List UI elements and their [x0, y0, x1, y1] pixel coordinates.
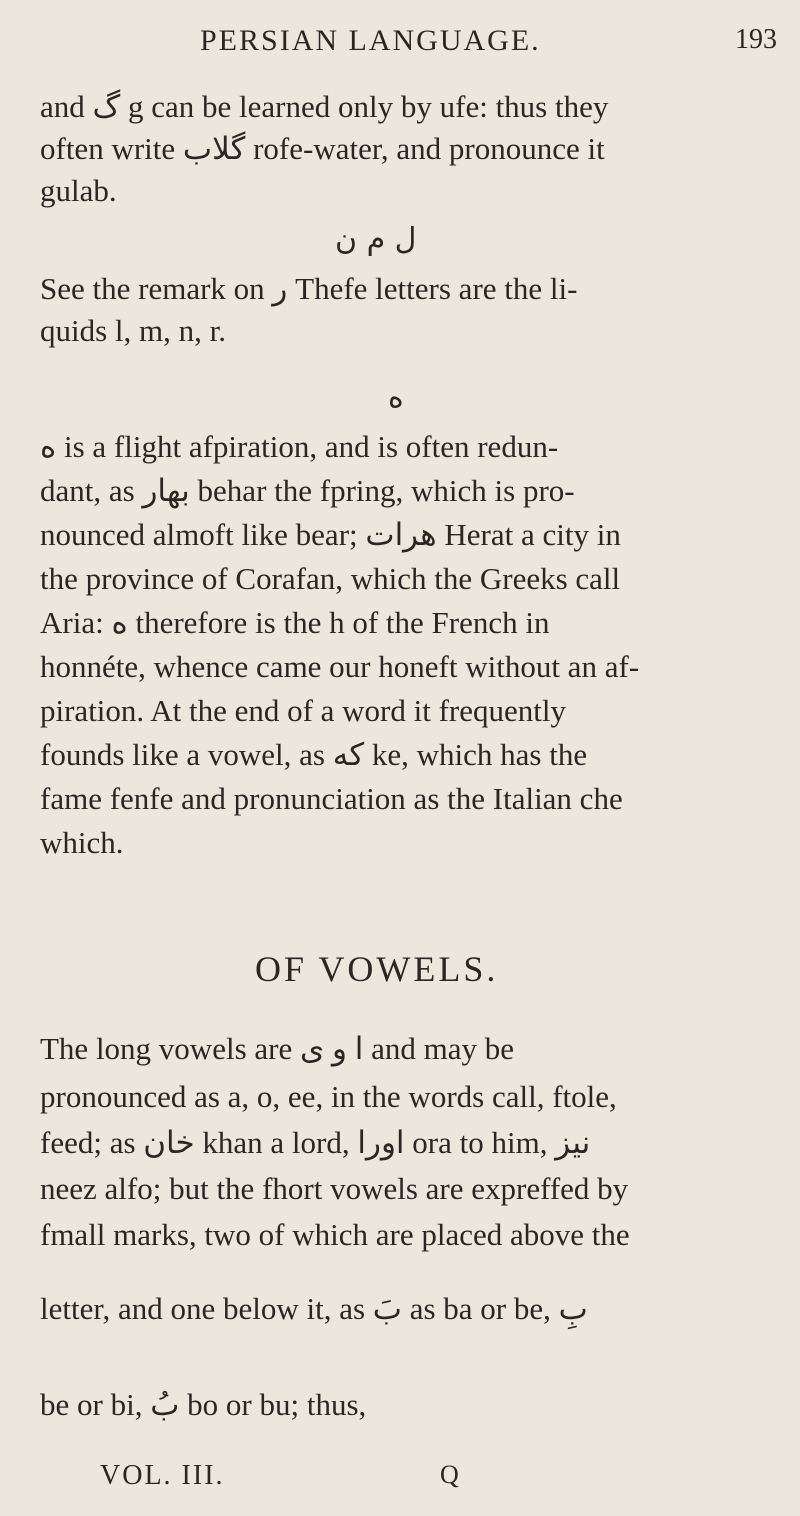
running-title: PERSIAN LANGUAGE. [200, 24, 541, 57]
text-line: which. [40, 825, 124, 860]
text-line: neez alfo; but the fhort vowels are expreffed by [40, 1171, 629, 1206]
text-line: quids l, m, n, r. [40, 313, 227, 348]
text-line: See the remark on ر Thefe letters are the li- [40, 271, 578, 306]
text-line: be or bi, بُ bo or bu; thus, [40, 1387, 367, 1422]
text-line: ه is a flight afpiration, and is often redun- [40, 429, 559, 464]
arabic-letter-he: ه [388, 380, 404, 415]
text-line: feed; as خان khan a lord, اورا ora to him, نيز [40, 1125, 591, 1160]
text-line: and گ g can be learned only by ufe: thus they [40, 89, 609, 124]
text-line: Aria: ه therefore is the h of the French in [40, 605, 550, 640]
running-header [0, 18, 800, 68]
arabic-letters-liquids: ل م ن [335, 222, 417, 257]
section-heading: OF VOWELS. [255, 949, 499, 989]
text-line: The long vowels are ا و ى and may be [40, 1031, 514, 1066]
text-line: honnéte, whence came our honeft without an af- [40, 649, 640, 684]
text-line: dant, as بهار behar the fpring, which is pro- [40, 473, 575, 508]
text-line: the province of Corafan, which the Greeks call [40, 561, 621, 596]
page-number: 193 [735, 24, 777, 55]
text-line: nounced almoft like bear; هرات Herat a city in [40, 517, 621, 552]
page-footer [0, 1460, 800, 1500]
text-line: often write گلاب rofe-water, and pronounce it [40, 131, 605, 166]
volume-label: VOL. III. [100, 1460, 225, 1491]
text-line: letter, and one below it, as بَ as ba or be, بِ [40, 1291, 588, 1326]
text-line: piration. At the end of a word it frequently [40, 693, 567, 728]
text-line: gulab. [40, 173, 117, 208]
text-line: founds like a vowel, as که ke, which has the [40, 737, 588, 772]
text-line: fmall marks, two of which are placed above the [40, 1217, 630, 1252]
signature-mark: Q [440, 1460, 459, 1489]
text-line: fame fenfe and pronunciation as the Italian che [40, 781, 623, 816]
text-line: pronounced as a, o, ee, in the words call, ftole, [40, 1079, 617, 1114]
